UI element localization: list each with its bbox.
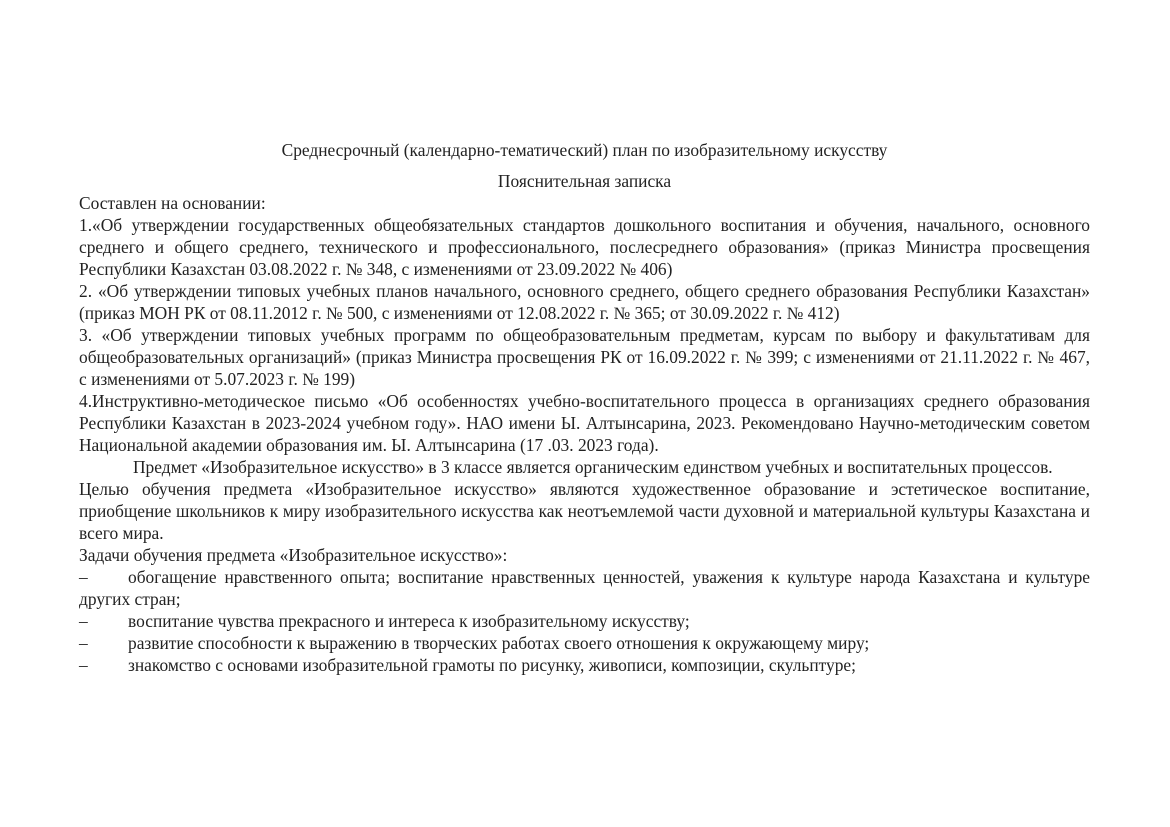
task-item-1 <box>79 566 1090 610</box>
bullet-marker: – <box>79 611 88 631</box>
basis-item-3: 3. «Об утверждении типовых учебных программ по общеобразовательным предметам, курсам по выбору и факультативам для общеобразовательных организаций» (приказ Министра просвещения РК от 16.09.2022 г. № 399; с изменениями от 21.11.2022 г. № 467, с изменениями от 5.07.2023 г. № 199) <box>79 325 1090 389</box>
basis-item-2: 2. «Об утверждении типовых учебных планов начального, основного среднего, общего среднего образования Республики Казахстан» (приказ МОН РК от 08.11.2012 г. № 500, с изменениями от 12.08.2022 г. № 365; от 30.09.2022 г. № 412) <box>79 281 1090 323</box>
bullet-marker: – <box>79 633 88 653</box>
task-item-4 <box>79 654 1090 676</box>
basis-item-4: 4.Инструктивно-методическое письмо «Об особенностях учебно-воспитательного процесса в организациях среднего образования Республики Казахстан в 2023-2024 учебном году». НАО имени Ы. Алтынсарина, 2023. Рекомендовано Научно-методическим советом Национальной академии образования им. Ы. Алтынсарина (17 .03. 2023 года). <box>79 391 1090 455</box>
subject-paragraph: Предмет «Изобразительное искусство» в 3 классе является органическим единством учебных и воспитательных процессов. <box>133 457 1053 477</box>
intro-text: Составлен на основании: <box>79 193 266 213</box>
bullet-marker: – <box>79 567 88 587</box>
tasks-heading: Задачи обучения предмета «Изобразительное искусство»: <box>79 545 508 565</box>
task-text: развитие способности к выражению в творческих работах своего отношения к окружающему миру; <box>128 633 870 653</box>
task-item-3 <box>79 632 1090 654</box>
task-text: воспитание чувства прекрасного и интереса к изобразительному искусству; <box>128 611 690 631</box>
task-text: знакомство с основами изобразительной грамоты по рисунку, живописи, композиции, скульптуре; <box>128 655 856 675</box>
task-text: обогащение нравственного опыта; воспитание нравственных ценностей, уважения к культуре народа Казахстана и культуре других стран; <box>79 567 1090 609</box>
document-title: Среднесрочный (календарно-тематический) план по изобразительному искусству <box>281 140 888 160</box>
document-subtitle: Пояснительная записка <box>497 171 672 191</box>
task-item-2 <box>79 610 1090 632</box>
document-page <box>79 139 1090 676</box>
basis-item-1: 1.«Об утверждении государственных общеобязательных стандартов дошкольного воспитания и обучения, начального, основного среднего и общего среднего, технического и профессионального, послесреднего образования» (приказ Министра просвещения Республики Казахстан 03.08.2022 г. № 348, с изменениями от 23.09.2022 № 406) <box>79 215 1090 279</box>
bullet-marker: – <box>79 655 88 675</box>
goal-paragraph: Целью обучения предмета «Изобразительное искусство» являются художественное образование и эстетическое воспитание, приобщение школьников к миру изобразительного искусства как неотъемлемой части духовной и материальной культуры Казахстана и всего мира. <box>79 479 1090 543</box>
